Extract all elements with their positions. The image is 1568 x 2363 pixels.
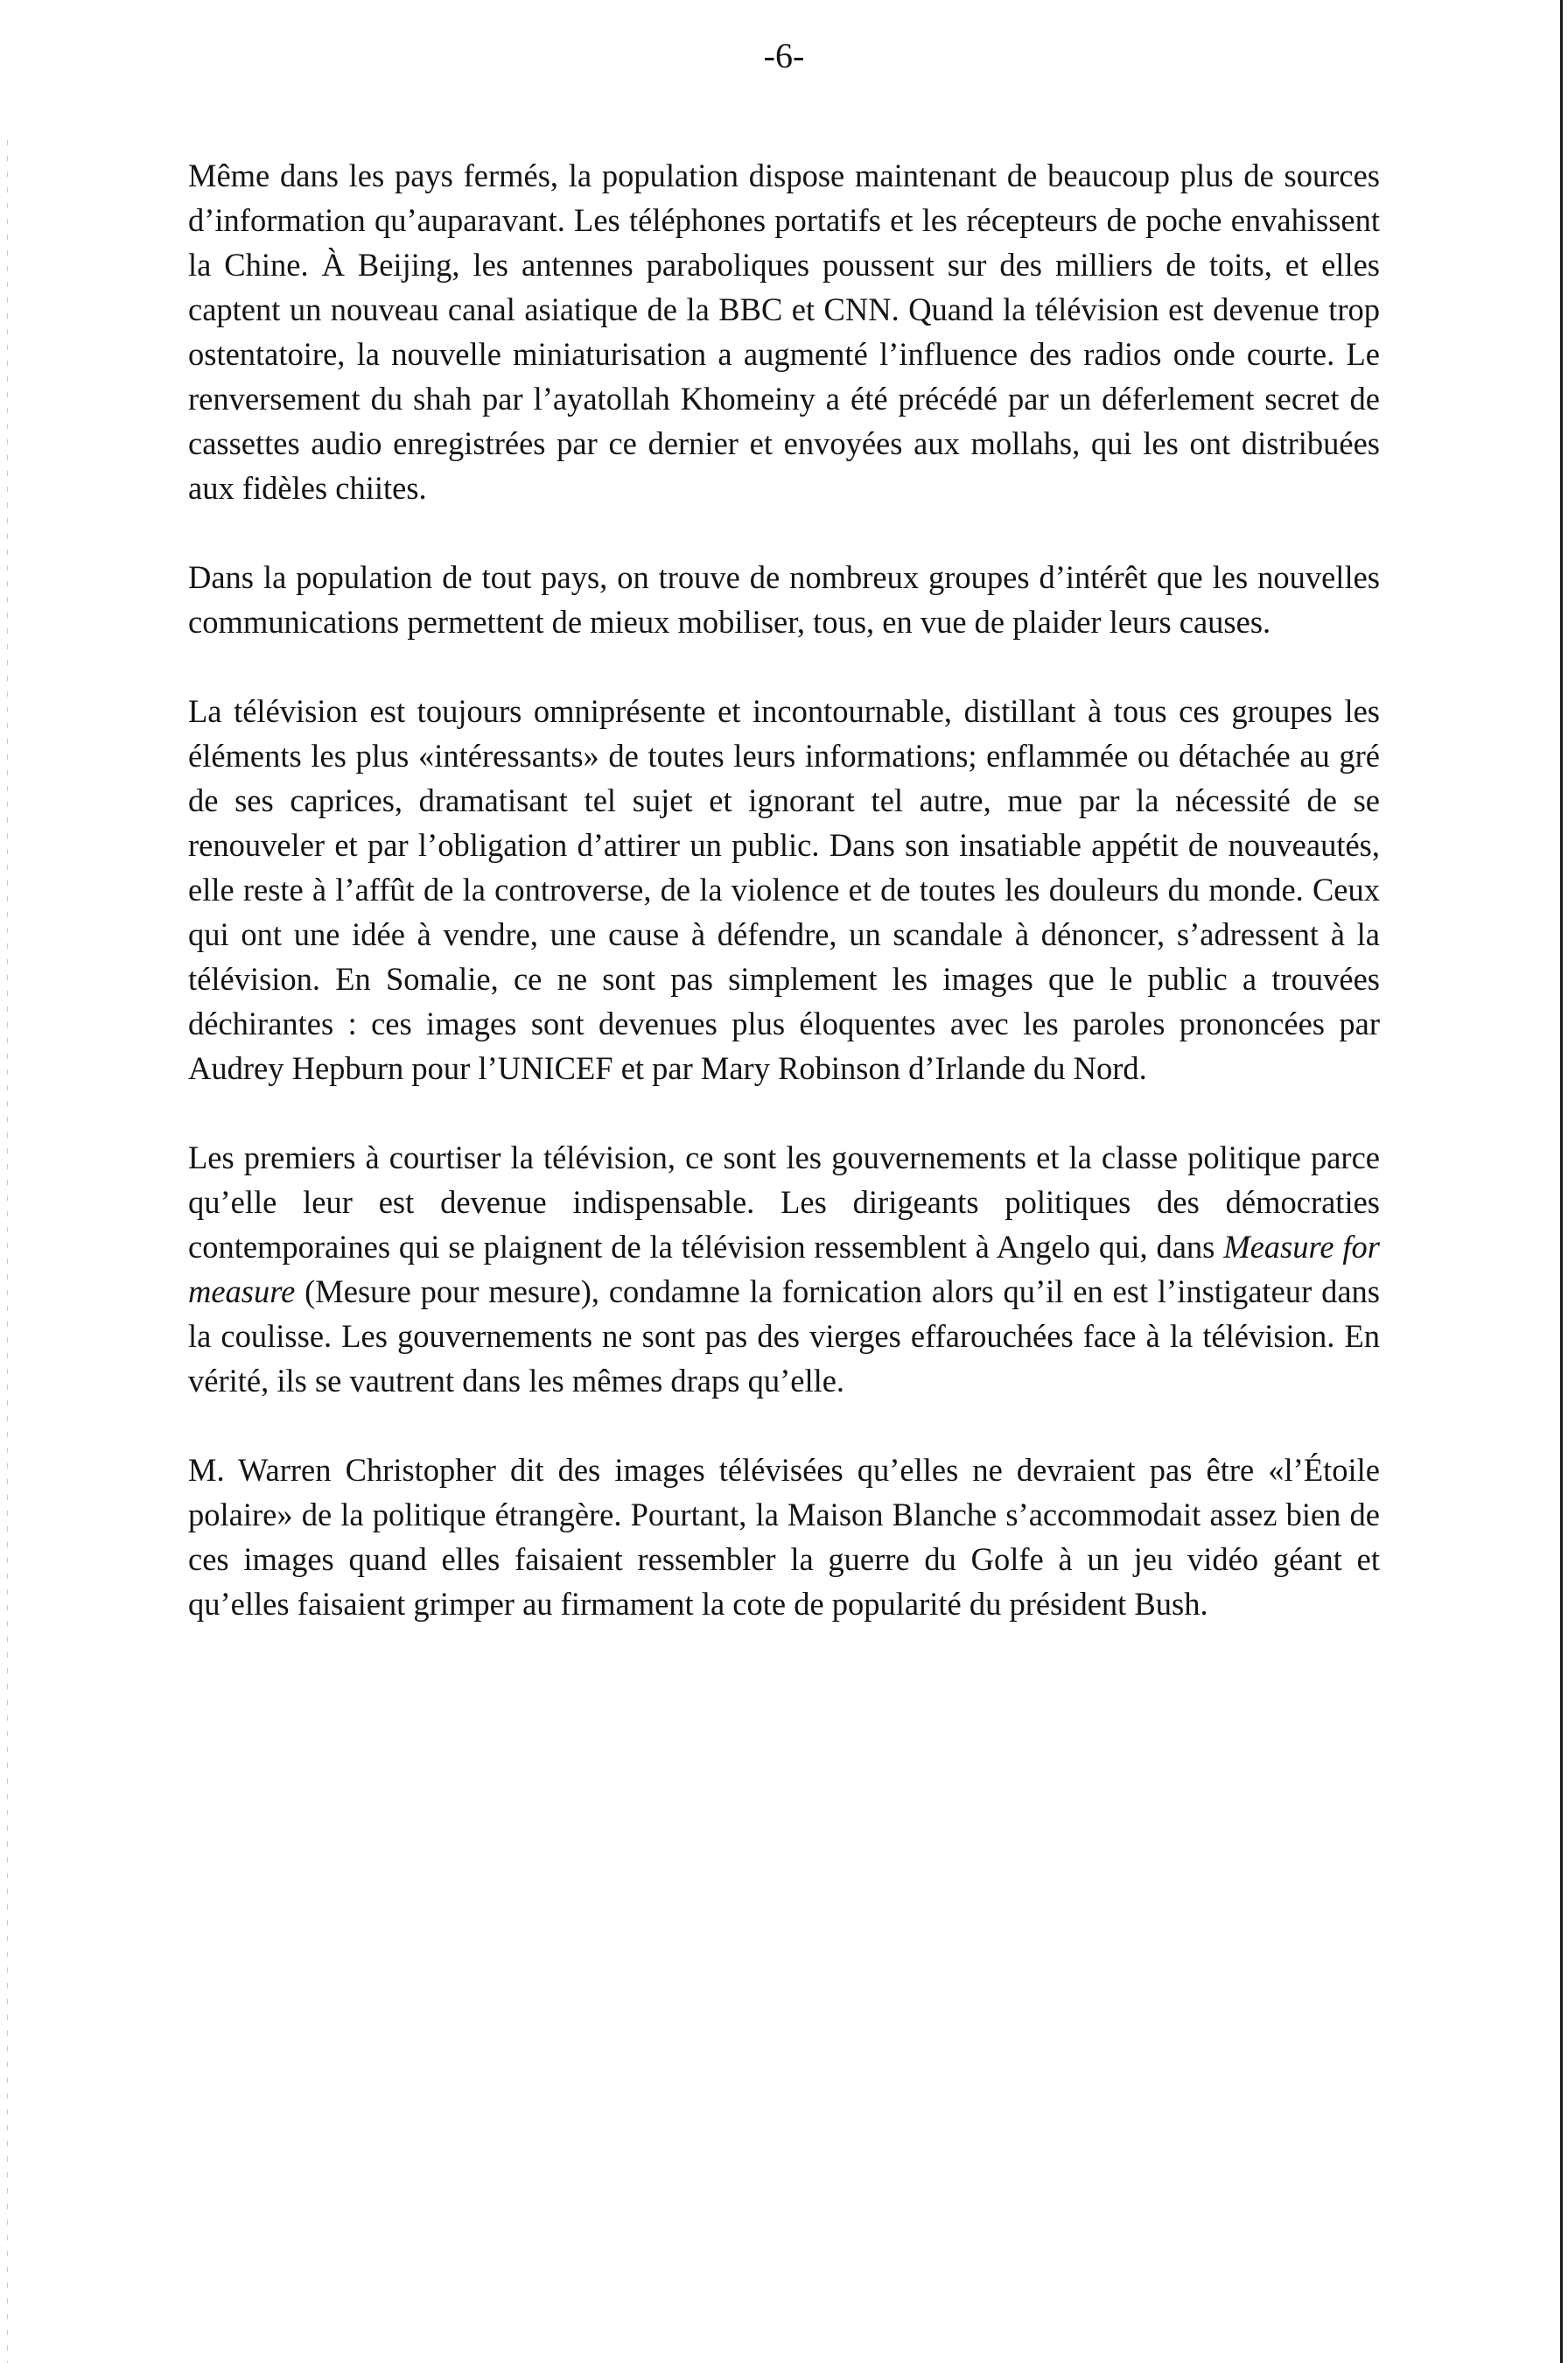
page-number: -6- [763,36,805,75]
play-title: Measure for measure [188,1229,1380,1309]
paragraph-governments-courting [188,1135,1380,1403]
paragraph-governments-text-after: (Mesure pour mesure), condamne la fornication alors qu’il en est l’instigateur dans la coulisse. Les gouvernements ne sont pas des vierges effarouchées face à la télévision. En vérité, ils se vautrent dans les mêmes draps qu’elle. [188,1273,1380,1399]
body-text [188,153,1380,1671]
paragraph-closed-countries: Même dans les pays fermés, la population dispose maintenant de beaucoup plus de sources d’information qu’auparavant. Les téléphones portatifs et les récepteurs de poche envahissent la Chine. À Beijing, les antennes paraboliques poussent sur des milliers de toits, et elles captent un nouveau canal asiatique de la BBC et CNN. Quand la télévision est devenue trop ostentatoire, la nouvelle miniaturisation a augmenté l’influence des radios onde courte. Le renversement du shah par l’ayatollah Khomeiny a été précédé par un déferlement secret de cassettes audio enregistrées par ce dernier et envoyées aux mollahs, qui les ont distribuées aux fidèles chiites. [188,158,1380,506]
paragraph-interest-groups: Dans la population de tout pays, on trouve de nombreux groupes d’intérêt que les nouvelles communications permettent de mieux mobiliser, tous, en vue de plaider leurs causes. [188,559,1380,640]
paragraph-television-omnipresent: La télévision est toujours omniprésente et incontournable, distillant à tous ces groupes les éléments les plus «intéressants» de toutes leurs informations; enflammée ou détachée au gré de ses caprices, dramatisant tel sujet et ignorant tel autre, mue par la nécessité de se renouveler et par l’obligation d’attirer un public. Dans son insatiable appétit de nouveautés, elle reste à l’affût de la controverse, de la violence et de toutes les douleurs du monde. Ceux qui ont une idée à vendre, une cause à défendre, un scandale à dénoncer, s’adressent à la télévision. En Somalie, ce ne sont pas simplement les images que le public a trouvées déchirantes : ces images sont devenues plus éloquentes avec les paroles prononcées par Audrey Hepburn pour l’UNICEF et par Mary Robinson d’Irlande du Nord. [188,693,1380,1086]
scan-edge-left [7,140,8,2363]
paragraph-warren-christopher: M. Warren Christopher dit des images télévisées qu’elles ne devraient pas être «l’Étoile polaire» de la politique étrangère. Pourtant, la Maison Blanche s’accommodait assez bien de ces images quand elles faisaient ressembler la guerre du Golfe à un jeu vidéo géant et qu’elles faisaient grimper au firmament la cote de popularité du président Bush. [188,1452,1380,1622]
paragraph-governments-text-before: Les premiers à courtiser la télévision, ce sont les gouvernements et la classe politique parce qu’elle leur est devenue indispensable. Les dirigeants politiques des démocraties contemporaines qui se plaignent de la télévision ressemblent à Angelo qui, dans [188,1139,1380,1265]
scan-edge-right [1560,0,1563,2363]
